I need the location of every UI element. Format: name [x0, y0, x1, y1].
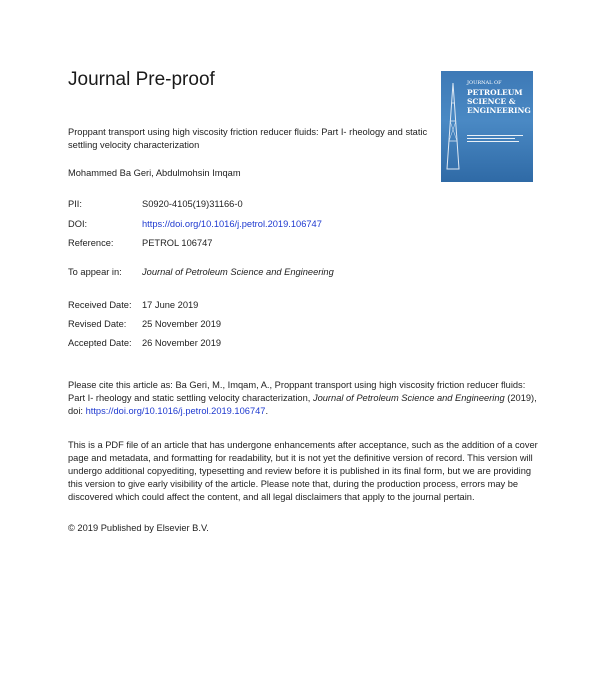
article-title: Proppant transport using high viscosity friction reducer fluids: Part I- rheology and static settling velocity characterization: [68, 127, 428, 150]
doi-link[interactable]: https://doi.org/10.1016/j.petrol.2019.106747: [142, 219, 322, 229]
revised-value: 25 November 2019: [142, 319, 222, 329]
revised-label: Revised Date:: [68, 319, 127, 329]
pii-value: S0920-4105(19)31166-0: [142, 199, 243, 209]
preproof-notice: This is a PDF file of an article that has undergone enhancements after acceptance, such as the addition of a cover page and metadata, and formatting for readability, but it is not yet the definitive version of record. This version will undergo additional copyediting, typesetting and review before it is published in its final form, but we are providing this version to give early visibility of the article. Please note that, during the production process, errors may be discovered which could affect the content, and all legal disclaimers that apply to the journal pertain.: [68, 440, 538, 502]
reference-label: Reference:: [68, 238, 114, 248]
citation-paragraph: [68, 379, 538, 418]
citation-journal: Journal of Petroleum Science and Engineering: [312, 393, 505, 403]
accepted-label: Accepted Date:: [68, 338, 132, 348]
cover-name-3: ENGINEERING: [467, 106, 531, 115]
cover-name-1: PETROLEUM: [467, 88, 523, 97]
cover-fine-print: [467, 133, 527, 144]
cover-journal-of: JOURNAL OF: [467, 80, 502, 86]
doi-label: DOI:: [68, 219, 88, 229]
page-title: Journal Pre-proof: [68, 69, 215, 90]
oil-derrick-icon: [443, 81, 463, 171]
appear-label: To appear in:: [68, 267, 122, 277]
cover-journal-title: [467, 79, 531, 115]
citation-doi-link[interactable]: https://doi.org/10.1016/j.petrol.2019.106747: [85, 406, 266, 416]
journal-cover-image: [441, 71, 533, 182]
copyright-notice: © 2019 Published by Elsevier B.V.: [68, 523, 209, 533]
cover-name-2: SCIENCE &: [467, 97, 516, 106]
citation-year: (2019), doi:: [68, 393, 537, 416]
received-label: Received Date:: [68, 300, 132, 310]
appear-value: Journal of Petroleum Science and Engineering: [142, 267, 334, 277]
citation-end: .: [265, 406, 269, 416]
reference-value: PETROL 106747: [142, 238, 213, 248]
article-authors: Mohammed Ba Geri, Abdulmohsin Imqam: [68, 168, 241, 178]
pii-label: PII:: [68, 199, 82, 209]
accepted-value: 26 November 2019: [142, 338, 222, 348]
received-value: 17 June 2019: [142, 300, 199, 310]
citation-prefix: Please cite this article as: Ba Geri, M., Imqam, A., Proppant transport using high viscosity friction reducer fluids: Part I- rheology and static settling velocity characterization,: [68, 380, 526, 403]
